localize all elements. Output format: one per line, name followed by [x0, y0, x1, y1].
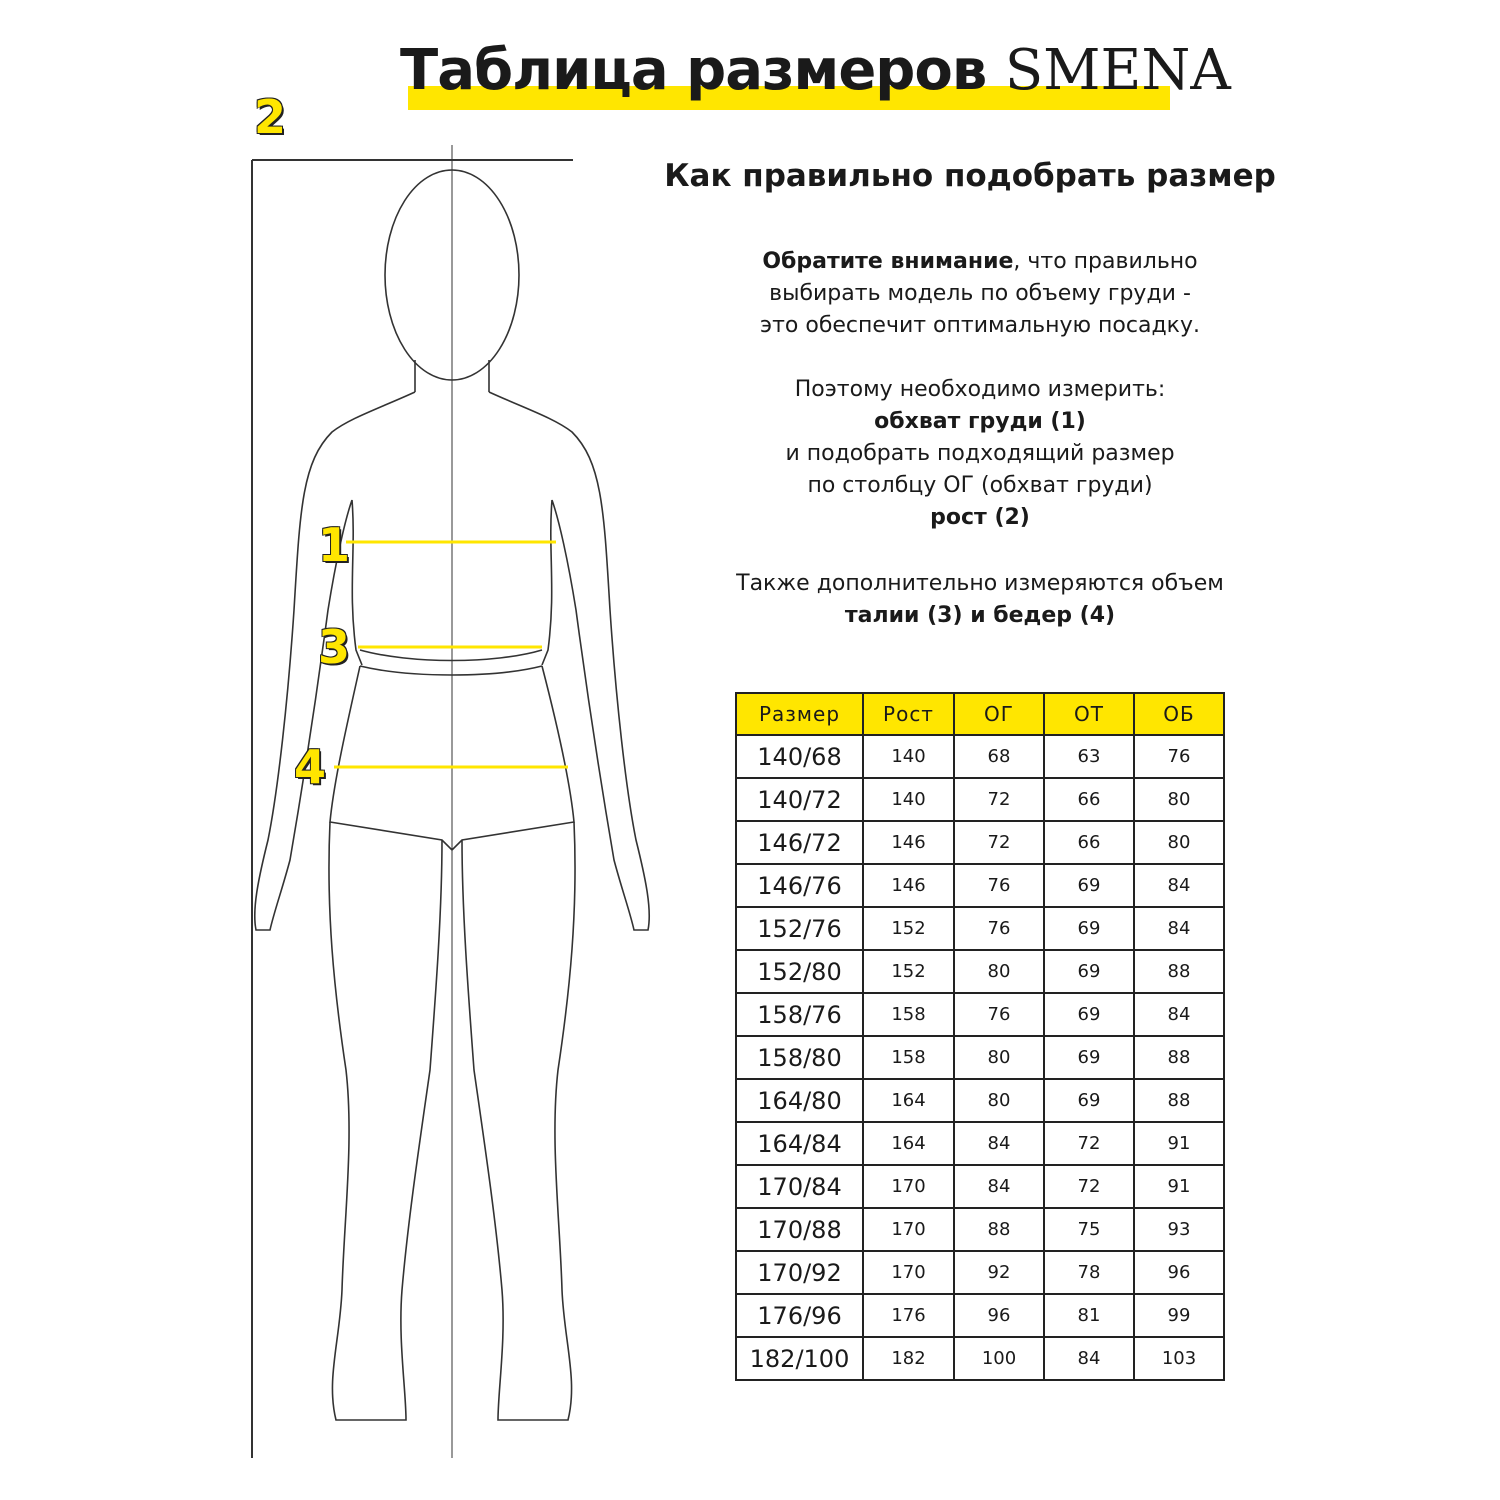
cell-waist: 75	[1044, 1208, 1134, 1251]
brand-name: SMENA	[1004, 38, 1231, 103]
cell-hips: 88	[1134, 1036, 1224, 1079]
cell-waist: 66	[1044, 778, 1134, 821]
cell-waist: 63	[1044, 735, 1134, 778]
cell-size: 152/80	[736, 950, 863, 993]
cell-height: 152	[863, 907, 954, 950]
right-torso-arm-outline	[489, 392, 649, 930]
cell-height: 146	[863, 864, 954, 907]
guide-paragraph-3	[690, 568, 1270, 632]
guide-p2-line5	[690, 502, 1270, 534]
guide-p1-bold: Обратите внимание	[762, 249, 1014, 274]
cell-height: 158	[863, 1036, 954, 1079]
table-row	[736, 1079, 1224, 1122]
body-measurement-figure	[230, 90, 680, 1470]
table-row	[736, 1251, 1224, 1294]
cell-chest: 84	[954, 1122, 1044, 1165]
cell-waist: 69	[1044, 1036, 1134, 1079]
column-header-height: Рост	[863, 693, 954, 735]
cell-hips: 76	[1134, 735, 1224, 778]
cell-waist: 69	[1044, 993, 1134, 1036]
cell-size: 146/76	[736, 864, 863, 907]
cell-size: 158/80	[736, 1036, 863, 1079]
cell-height: 164	[863, 1079, 954, 1122]
cell-chest: 76	[954, 993, 1044, 1036]
column-header-waist: ОТ	[1044, 693, 1134, 735]
table-row	[736, 950, 1224, 993]
table-header-row	[736, 693, 1224, 735]
cell-size: 140/68	[736, 735, 863, 778]
cell-size: 182/100	[736, 1337, 863, 1380]
cell-height: 170	[863, 1165, 954, 1208]
cell-hips: 84	[1134, 864, 1224, 907]
table-row	[736, 735, 1224, 778]
cell-hips: 96	[1134, 1251, 1224, 1294]
cell-hips: 84	[1134, 993, 1224, 1036]
waist-marker-label: 3	[318, 620, 351, 674]
column-header-chest: ОГ	[954, 693, 1044, 735]
guide-p1-rest: , что правильно	[1013, 249, 1198, 274]
cell-chest: 96	[954, 1294, 1044, 1337]
cell-waist: 69	[1044, 864, 1134, 907]
cell-size: 176/96	[736, 1294, 863, 1337]
guide-subtitle: Как правильно подобрать размер	[664, 158, 1276, 194]
cell-size: 158/76	[736, 993, 863, 1036]
column-header-hips: ОБ	[1134, 693, 1224, 735]
cell-size: 170/88	[736, 1208, 863, 1251]
cell-waist: 81	[1044, 1294, 1134, 1337]
title-text: Таблица размеров	[400, 38, 987, 103]
cell-hips: 80	[1134, 821, 1224, 864]
table-row	[736, 1208, 1224, 1251]
guide-p1-line2: выбирать модель по объему груди -	[769, 281, 1191, 306]
cell-size: 164/84	[736, 1122, 863, 1165]
cell-height: 158	[863, 993, 954, 1036]
cell-height: 164	[863, 1122, 954, 1165]
cell-chest: 76	[954, 907, 1044, 950]
cell-height: 170	[863, 1251, 954, 1294]
cell-waist: 84	[1044, 1337, 1134, 1380]
cell-size: 170/92	[736, 1251, 863, 1294]
table-row	[736, 1294, 1224, 1337]
chest-marker-label: 1	[318, 518, 351, 572]
guide-p2-bold1: обхват груди (1)	[874, 409, 1086, 434]
cell-waist: 72	[1044, 1165, 1134, 1208]
cell-chest: 72	[954, 821, 1044, 864]
cell-height: 170	[863, 1208, 954, 1251]
cell-size: 146/72	[736, 821, 863, 864]
cell-hips: 93	[1134, 1208, 1224, 1251]
table-row	[736, 864, 1224, 907]
cell-chest: 84	[954, 1165, 1044, 1208]
cell-chest: 80	[954, 950, 1044, 993]
table-row	[736, 907, 1224, 950]
cell-size: 164/80	[736, 1079, 863, 1122]
cell-hips: 91	[1134, 1165, 1224, 1208]
table-row	[736, 1036, 1224, 1079]
cell-chest: 80	[954, 1036, 1044, 1079]
cell-height: 152	[863, 950, 954, 993]
cell-chest: 76	[954, 864, 1044, 907]
left-leg-outline	[329, 822, 442, 1420]
guide-p2-line2	[690, 406, 1270, 438]
hips-marker-label: 4	[294, 740, 327, 794]
guide-p1-line3: это обеспечит оптимальную посадку.	[760, 313, 1200, 338]
cell-hips: 99	[1134, 1294, 1224, 1337]
cell-height: 182	[863, 1337, 954, 1380]
cell-waist: 69	[1044, 1079, 1134, 1122]
right-leg-outline	[462, 822, 575, 1420]
cell-height: 140	[863, 778, 954, 821]
cell-chest: 100	[954, 1337, 1044, 1380]
guide-p2-line1: Поэтому необходимо измерить:	[794, 377, 1166, 402]
guide-p2-line3: и подобрать подходящий размер	[785, 441, 1175, 466]
cell-chest: 88	[954, 1208, 1044, 1251]
table-row	[736, 1122, 1224, 1165]
cell-waist: 66	[1044, 821, 1134, 864]
guide-p1-line1	[690, 246, 1270, 278]
height-marker-label: 2	[254, 90, 287, 144]
guide-p3-line1: Также дополнительно измеряются объем	[736, 571, 1224, 596]
cell-hips: 84	[1134, 907, 1224, 950]
cell-waist: 69	[1044, 907, 1134, 950]
table-row	[736, 821, 1224, 864]
table-row	[736, 1165, 1224, 1208]
guide-p3-line2	[690, 600, 1270, 632]
cell-chest: 72	[954, 778, 1044, 821]
cell-size: 170/84	[736, 1165, 863, 1208]
size-table	[735, 692, 1225, 1381]
column-header-size: Размер	[736, 693, 863, 735]
cell-hips: 88	[1134, 1079, 1224, 1122]
cell-hips: 91	[1134, 1122, 1224, 1165]
cell-hips: 80	[1134, 778, 1224, 821]
guide-paragraph-2	[690, 374, 1270, 534]
cell-chest: 68	[954, 735, 1044, 778]
cell-height: 140	[863, 735, 954, 778]
cell-chest: 80	[954, 1079, 1044, 1122]
table-row	[736, 778, 1224, 821]
cell-size: 152/76	[736, 907, 863, 950]
table-row	[736, 1337, 1224, 1380]
guide-paragraph-1	[690, 246, 1270, 342]
cell-waist: 69	[1044, 950, 1134, 993]
cell-waist: 72	[1044, 1122, 1134, 1165]
waistband-outline	[360, 650, 542, 675]
cell-chest: 92	[954, 1251, 1044, 1294]
guide-p2-line4: по столбцу ОГ (обхват груди)	[807, 473, 1153, 498]
guide-p2-bold2: рост (2)	[930, 505, 1030, 530]
cell-height: 176	[863, 1294, 954, 1337]
cell-hips: 88	[1134, 950, 1224, 993]
table-row	[736, 993, 1224, 1036]
guide-p3-bold: талии (3) и бедер (4)	[844, 603, 1116, 628]
cell-hips: 103	[1134, 1337, 1224, 1380]
cell-size: 140/72	[736, 778, 863, 821]
cell-waist: 78	[1044, 1251, 1134, 1294]
cell-height: 146	[863, 821, 954, 864]
